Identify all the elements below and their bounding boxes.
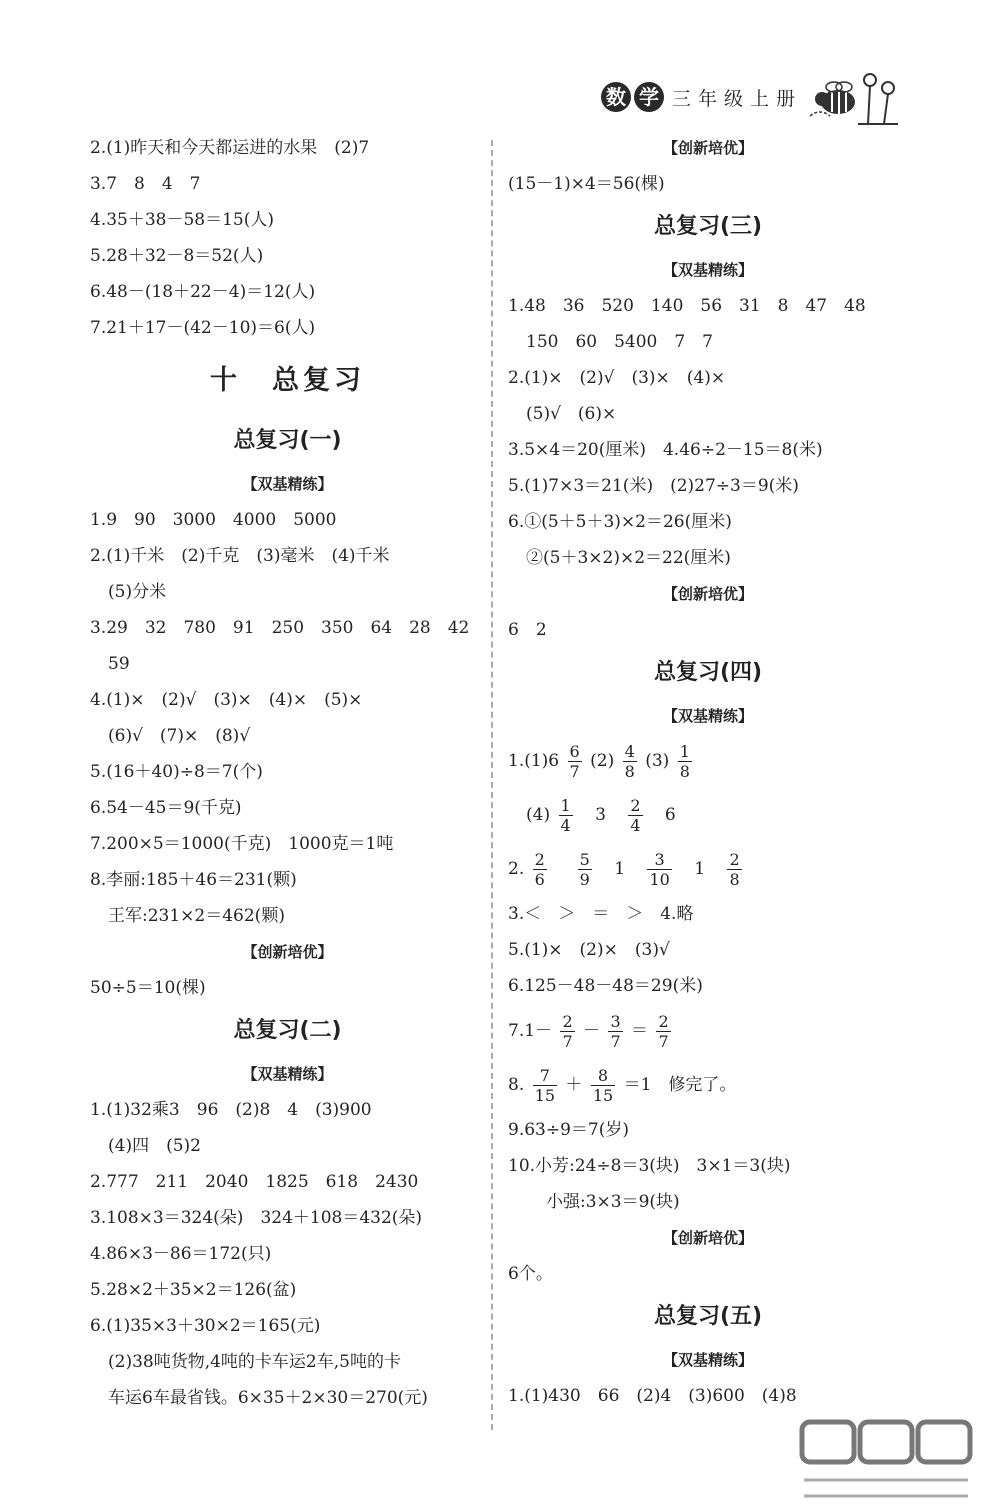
answer-line: 4.86×3－86＝172(只) xyxy=(90,1244,272,1264)
answer-line: (6)√ (7)× (8)√ xyxy=(108,726,251,746)
chapter-title: 十 总复习 xyxy=(210,365,365,396)
fraction: $\frac{6}{7}$ xyxy=(569,742,580,781)
fraction: $\frac{1}{8}$ xyxy=(679,742,690,781)
answer-line: 4.(1)× (2)√ (3)× (4)× (5)× xyxy=(90,690,363,710)
watermark-logo xyxy=(798,1408,978,1508)
answer-line: 6.48－(18＋22－4)＝12(人) xyxy=(90,282,316,302)
answer-line: 6 2 xyxy=(508,620,547,640)
section-label: 【创新培优】 xyxy=(662,585,753,603)
page-header xyxy=(601,62,900,132)
section-title: 总复习(一) xyxy=(233,428,342,453)
answer-line: 1.(1)430 66 (2)4 (3)600 (4)8 xyxy=(508,1386,797,1406)
answer-line: 3.＜ ＞ ＝ ＞ 4.略 xyxy=(508,904,694,924)
answer-line: ②(5＋3×2)×2＝22(厘米) xyxy=(526,548,731,568)
answer-line: (2)38吨货物,4吨的卡车运2车,5吨的卡 xyxy=(108,1352,401,1372)
answer-line: 2.(1)昨天和今天都运进的水果 (2)7 xyxy=(90,138,370,158)
answer-line: 150 60 5400 7 7 xyxy=(526,332,713,352)
section-label: 【创新培优】 xyxy=(662,1229,753,1247)
subject-char: 数 xyxy=(601,82,631,112)
answer-line: (5)√ (6)× xyxy=(526,404,617,424)
fraction: $\frac{3}{7}$ xyxy=(610,1012,621,1051)
answer-line: 6.①(5＋5＋3)×2＝26(厘米) xyxy=(508,512,732,532)
fraction: $\frac{2}{8}$ xyxy=(729,850,740,889)
fraction: $\frac{2}{7}$ xyxy=(562,1012,573,1051)
answer-line: 6个。 xyxy=(508,1264,553,1284)
fraction: $\frac{2}{4}$ xyxy=(630,796,641,835)
section-label: 【双基精练】 xyxy=(662,707,753,725)
fraction: $\frac{2}{6}$ xyxy=(534,850,545,889)
answer-line: 6.125－48－48＝29(米) xyxy=(508,976,703,996)
answer-line: 7.21＋17－(42－10)＝6(人) xyxy=(90,318,316,338)
fraction: $\frac{2}{7}$ xyxy=(658,1012,669,1051)
fraction: $\frac{7}{15}$ xyxy=(534,1066,555,1105)
fraction: $\frac{8}{15}$ xyxy=(592,1066,614,1105)
column-divider xyxy=(491,140,493,1430)
answer-line: 1.(1)32乘3 96 (2)8 4 (3)900 xyxy=(90,1100,372,1120)
answer-line: 8.李丽:185＋46＝231(颗) xyxy=(90,870,297,890)
answer-line: (15－1)×4＝56(棵) xyxy=(508,174,665,194)
answer-line: 1.(1)6 $\frac{6}{7}$ (2) $\frac{4}{8}$ (3) $\frac{1}{8}$ xyxy=(508,742,690,781)
subject-char: 学 xyxy=(634,82,664,112)
answer-line: 2.777 211 2040 1825 618 2430 xyxy=(90,1172,419,1192)
answer-line: 5.(1)× (2)× (3)√ xyxy=(508,940,670,960)
answer-line: 8. $\frac{7}{15}$ ＋ $\frac{8}{15}$ ＝1 修完了。 xyxy=(508,1066,737,1105)
grade-label: 三年级上册 xyxy=(671,87,802,110)
answer-line: 3.5×4＝20(厘米) 4.46÷2－15＝8(米) xyxy=(508,440,823,460)
answer-line: 小强:3×3＝9(块) xyxy=(546,1192,680,1212)
section-title: 总复习(五) xyxy=(653,1304,763,1329)
answer-line: 10.小芳:24÷8＝3(块) 3×1＝3(块) xyxy=(508,1156,791,1176)
answer-line: 50÷5＝10(棵) xyxy=(90,978,206,998)
answer-line: (5)分米 xyxy=(108,582,167,602)
section-label: 【双基精练】 xyxy=(662,261,753,279)
section-title: 总复习(二) xyxy=(233,1018,342,1043)
answer-line: (4) $\frac{1}{4}$ 3 $\frac{2}{4}$ 6 xyxy=(526,796,676,835)
answer-line: 3.108×3＝324(朵) 324＋108＝432(朵) xyxy=(90,1208,423,1228)
answer-line: 2.(1)千米 (2)千克 (3)毫米 (4)千米 xyxy=(90,546,390,566)
answer-line: 4.35＋38－58＝15(人) xyxy=(90,210,275,230)
answer-line: 6.(1)35×3＋30×2＝165(元) xyxy=(90,1316,321,1336)
section-label: 【创新培优】 xyxy=(242,943,333,961)
answer-line: 5.(16＋40)÷8＝7(个) xyxy=(90,762,263,782)
fraction: $\frac{3}{10}$ xyxy=(649,850,670,889)
section-label: 【创新培优】 xyxy=(662,139,753,157)
answer-line: 7.200×5＝1000(千克) 1000克＝1吨 xyxy=(90,834,394,854)
answer-line: 1.48 36 520 140 56 31 8 47 48 xyxy=(508,296,866,316)
answer-line: 王军:231×2＝462(颗) xyxy=(108,906,285,926)
answer-line: 59 xyxy=(108,654,130,674)
fraction: $\frac{4}{8}$ xyxy=(624,742,635,781)
subject-badge xyxy=(601,82,664,112)
answer-line: 5.28＋32－8＝52(人) xyxy=(90,246,264,266)
answer-line: 2.(1)× (2)√ (3)× (4)× xyxy=(508,368,726,388)
section-label: 【双基精练】 xyxy=(242,1065,333,1083)
left-column xyxy=(90,130,485,1416)
fraction: $\frac{1}{4}$ xyxy=(560,796,571,835)
right-column xyxy=(508,130,908,1414)
answer-line: 2. $\frac{2}{6}$ $\frac{5}{9}$ 1 $\frac{3}{10}$ 1 $\frac{2}{8}$ xyxy=(508,850,740,889)
answer-line: 5.28×2＋35×2＝126(盆) xyxy=(90,1280,297,1300)
fraction: $\frac{5}{9}$ xyxy=(579,850,590,889)
answer-line: 车运6车最省钱。6×35＋2×30＝270(元) xyxy=(108,1388,428,1408)
answer-line: (4)四 (5)2 xyxy=(108,1136,201,1156)
section-label: 【双基精练】 xyxy=(662,1351,753,1369)
answer-line: 7.1－ $\frac{2}{7}$ － $\frac{3}{7}$ ＝ $\frac{2}{7}$ xyxy=(508,1012,669,1051)
section-title: 总复习(三) xyxy=(653,214,763,239)
answer-line: 3.29 32 780 91 250 350 64 28 42 xyxy=(90,618,470,638)
answer-line: 6.54－45＝9(千克) xyxy=(90,798,242,818)
section-label: 【双基精练】 xyxy=(242,475,333,493)
bee-flower-icon xyxy=(808,64,900,130)
section-title: 总复习(四) xyxy=(653,660,763,685)
answer-line: 1.9 90 3000 4000 5000 xyxy=(90,510,337,530)
answer-line: 9.63÷9＝7(岁) xyxy=(508,1120,629,1140)
answer-line: 3.7 8 4 7 xyxy=(90,174,201,194)
answer-line: 5.(1)7×3＝21(米) (2)27÷3＝9(米) xyxy=(508,476,799,496)
